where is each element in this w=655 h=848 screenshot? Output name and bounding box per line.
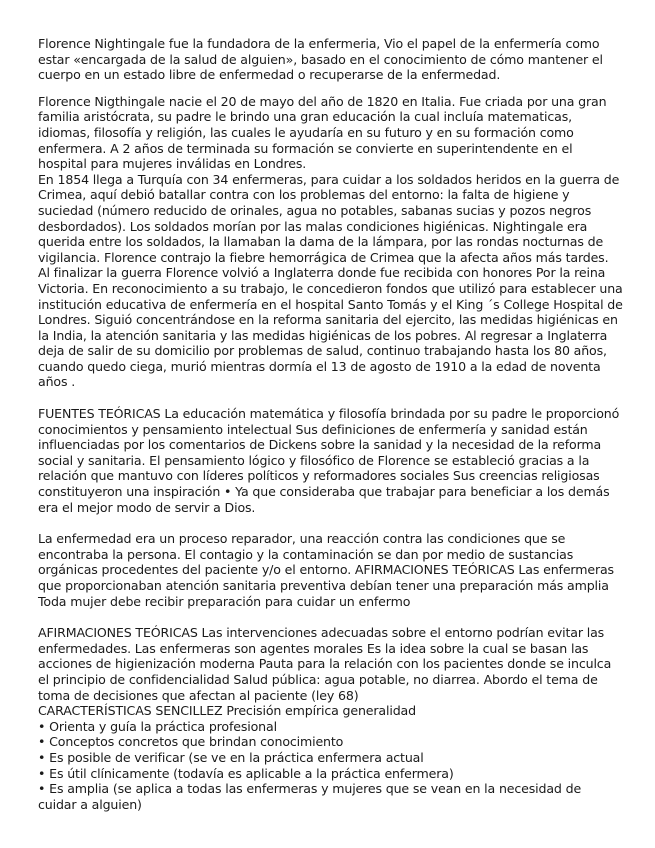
list-item: • Es posible de verificar (se ve en la práctica enfermera actual (38, 749, 424, 765)
paragraph-theoretical-sources: FUENTES TEÓRICAS La educación matemática y filosofía brindada por su padre le proporcionó conocimientos y pensamiento intelectual Sus definiciones de enfermería y sanidad están influenciadas por los comentarios de Dickens sobre la sanidad y la necesidad de la reforma social y sanitaria. El pensamiento lógico y filosófico de Florence se estableció gracias a la relación que mantuvo con líderes políticos y reformadores sociales Sus creencias religiosas constituyeron una inspiración • Ya que consideraba que trabajar para beneficiar a los demás era el mejor modo de servir a Dios. (38, 406, 620, 515)
list-item: • Es amplia (se aplica a todas las enfermeras y mujeres que se vean en la necesidad de cuidar a alguien) (38, 781, 582, 812)
paragraph-gap (38, 609, 623, 625)
paragraph-disease-process: La enfermedad era un proceso reparador, una reacción contra las condiciones que se encontraba la persona. El contagio y la contaminación se dan por medio de sustancias orgánicas procedentes del paciente y/o el entorno. AFIRMACIONES TEÓRICAS Las enfermeras que proporcionaban atención sanitaria preventiva debían tener una preparación más amplia Toda mujer debe recibir preparación para cuidar un enfermo (38, 531, 614, 609)
document-body (38, 36, 623, 812)
paragraph-gap (38, 390, 623, 406)
paragraph-biography: Florence Nigthingale nacie el 20 de mayo del año de 1820 en Italia. Fue criada por una gran familia aristócrata, su padre le brindo una gran educación la cual incluía matematicas, idiomas, filosofía y religión, las cuales le ayudaría en su futuro y en su formación como enfermera. A 2 años de terminada su formación se convierte en superintendente en el hospital para mujeres inválidas en Londres. En 1854 llega a Turquía con 34 enfermeras, para cuidar a los soldados heridos en la guerra de Crimea, aquí debió batallar contra con los problemas del entorno: la falta de higiene y suciedad (número reducido de orinales, agua no potables, sabanas sucias y pozos negros desbordados). Los soldados morían por las malas condiciones higiénicas. Nightingale era querida entre los soldados, la llamaban la dama de la lámpara, por las rondas nocturnas de vigilancia. Florence contrajo la fiebre hemorrágica de Crimea que la afecta años más tardes. Al finalizar la guerra Florence volvió a Inglaterra donde fue recibida con honores Por la reina Victoria. En reconocimiento a su trabajo, le concedieron fondos que utilizó para establecer una institución educativa de enfermería en el hospital Santo Tomás y el King ´s College Hospital de Londres. Siguió concentrándose en la reforma sanitaria del ejercito, las medidas higiénicas en la India, la atención sanitaria y las medidas higiénicas de los pobres. Al regresar a Inglaterra deja de salir de su domicilio por problemas de salud, continuo trabajando hasta los 80 años, cuando quedo ciega, murió mientras dormía el 13 de agosto de 1910 a la edad de noventa años . (38, 93, 623, 390)
list-item: • Orienta y guía la práctica profesional (38, 718, 277, 734)
paragraph-gap (38, 515, 623, 531)
paragraph-gap (38, 83, 623, 94)
list-item: • Conceptos concretos que brindan conocimiento (38, 734, 344, 750)
list-item: • Es útil clínicamente (todavía es aplicable a la práctica enfermera) (38, 765, 454, 781)
paragraph-intro: Florence Nightingale fue la fundadora de la enfermeria, Vio el papel de la enfermería como estar «encargada de la salud de alguien», basado en el conocimiento de cómo mantener el cuerpo en un estado libre de enfermedad o recuperarse de la enfermedad. (38, 36, 603, 83)
paragraph-theoretical-statements: AFIRMACIONES TEÓRICAS Las intervenciones adecuadas sobre el entorno podrían evitar las enfermedades. Las enfermeras son agentes morales Es la idea sobre la cual se basan las acciones de higienización moderna Pauta para la relación con los pacientes donde se inculca el principio de confidencialidad Salud pública: agua potable, no diarrea. Abordo el tema de toma de decisiones que afectan al paciente (ley 68) CARACTERÍSTICAS SENCILLEZ Precisión empírica generalidad (38, 625, 612, 719)
